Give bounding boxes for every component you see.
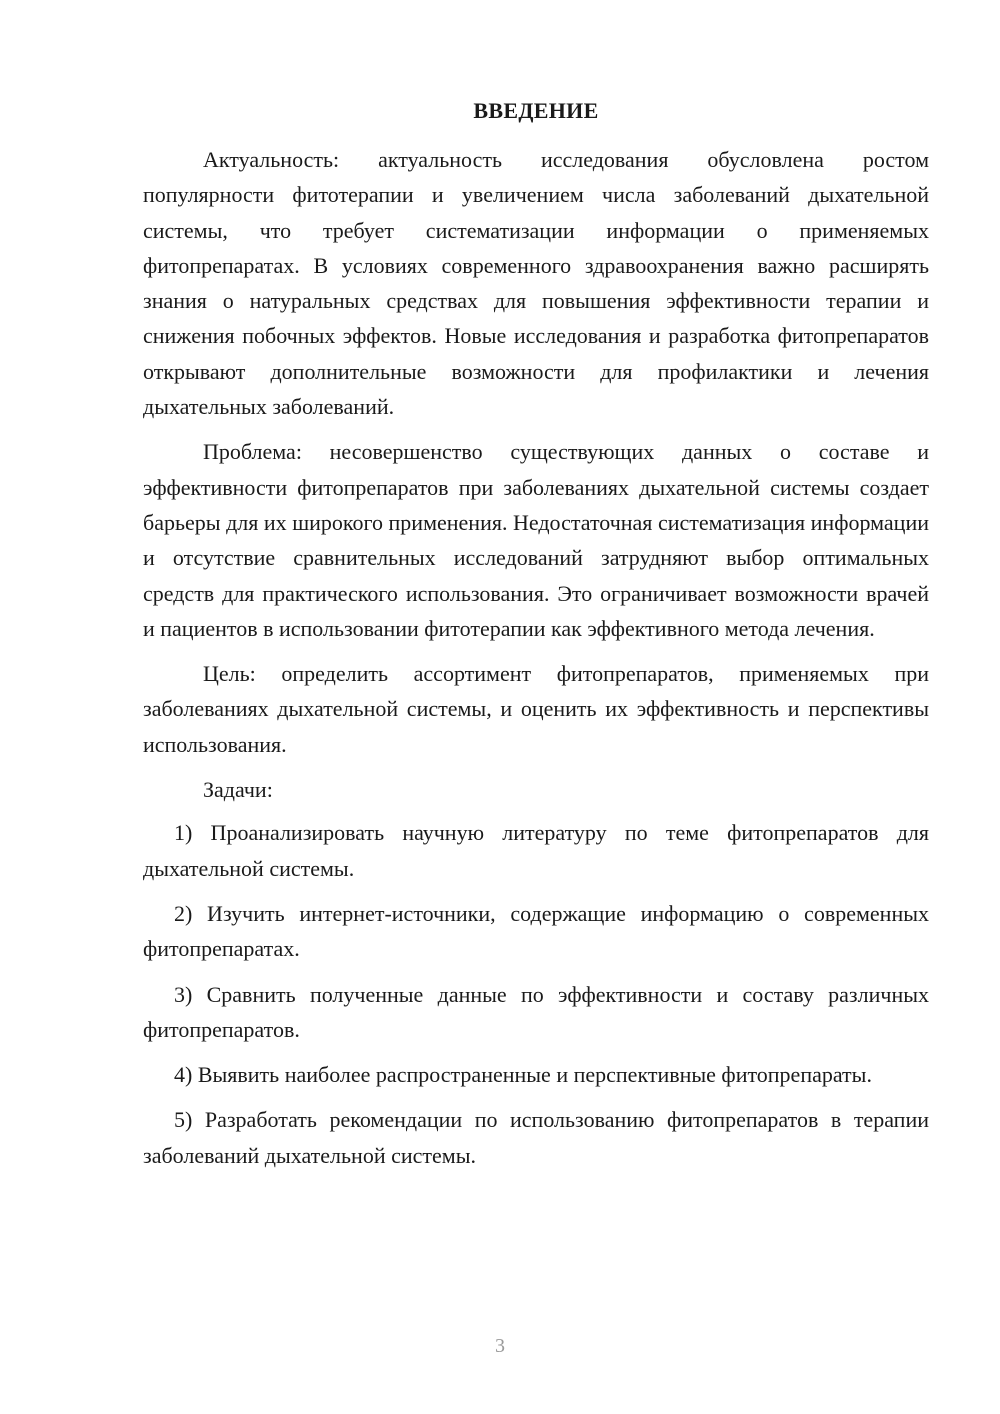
task-item: 4) Выявить наиболее распространенные и перспективные фитопрепараты.: [174, 1062, 872, 1088]
task-item: 1) Проанализировать научную литературу по теме фитопрепаратов для дыхательной системы.: [143, 820, 929, 881]
page-title: ВВЕДЕНИЕ: [473, 98, 599, 123]
goal-paragraph: Цель: определить ассортимент фитопрепаратов, применяемых при заболеваниях дыхательной системы, и оценить их эффективность и перспективы использования.: [143, 661, 929, 757]
tasks-heading: Задачи:: [203, 777, 273, 803]
problem-paragraph: Проблема: несовершенство существующих данных о составе и эффективности фитопрепаратов при заболеваниях дыхательной системы создает барьеры для их широкого применения. Недостаточная систематизация информации и отсутствие сравнительных исследований затрудняют выбор оптимальных средств для практического использования. Это ограничивает возможности врачей и пациентов в использовании фитотерапии как эффективного метода лечения.: [143, 439, 929, 641]
task-item: 3) Сравнить полученные данные по эффективности и составу различных фитопрепаратов.: [143, 981, 929, 1042]
task-item: 5) Разработать рекомендации по использованию фитопрепаратов в терапии заболеваний дыхательной системы.: [143, 1107, 929, 1168]
page-number: 3: [495, 1335, 505, 1357]
relevance-paragraph: Актуальность: актуальность исследования обусловлена ростом популярности фитотерапии и увеличением числа заболеваний дыхательной системы, что требует систематизации информации о применяемых фитопрепаратах. В условиях современного здравоохранения важно расширять знания о натуральных средствах для повышения эффективности терапии и снижения побочных эффектов. Новые исследования и разработка фитопрепаратов открывают дополнительные возможности для профилактики и лечения дыхательных заболеваний.: [143, 147, 929, 420]
task-item: 2) Изучить интернет-источники, содержащие информацию о современных фитопрепаратах.: [143, 900, 929, 962]
document-page: [143, 96, 929, 1183]
